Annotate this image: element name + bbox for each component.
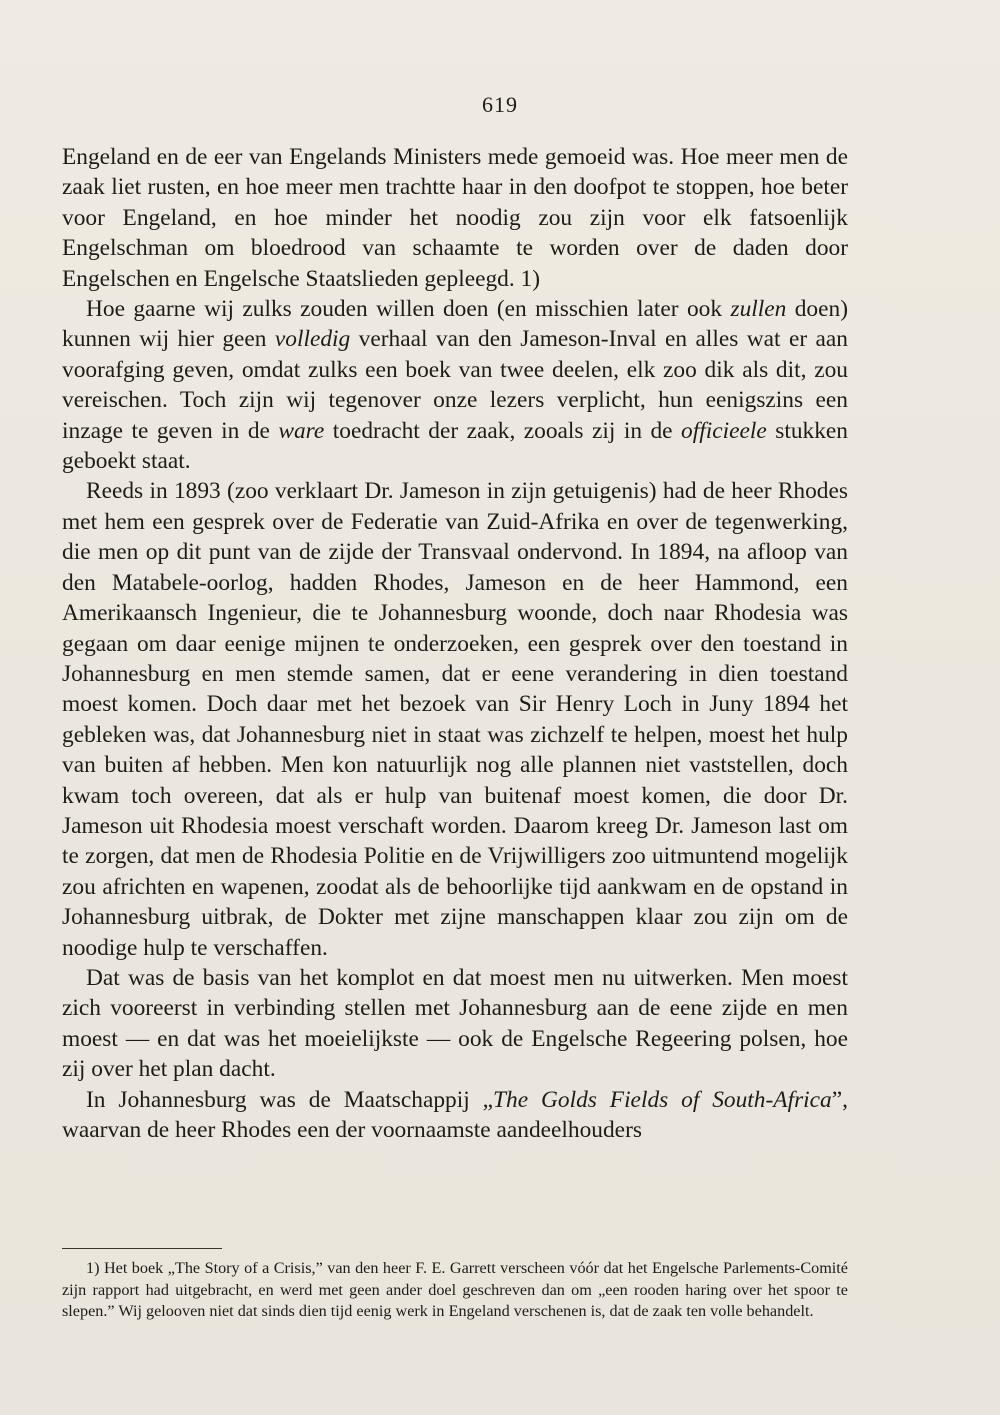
italic-text-run: The Golds Fields of South-Africa	[493, 1086, 832, 1113]
text-run: In Johannesburg was de Maatschappij „	[86, 1086, 494, 1113]
paragraph	[62, 476, 848, 963]
text-run: stukken geboekt staat.	[62, 417, 848, 475]
italic-text-run: officieele	[681, 417, 767, 444]
body-text	[62, 142, 848, 1145]
paragraph	[62, 1085, 848, 1146]
italic-text-run: zullen	[730, 296, 787, 323]
footnote-text: 1) Het boek „The Story of a Crisis,” van den heer F. E. Garrett verscheen vóór dat het Engelsche Parlements-Comité zijn rapport had uitgebracht, en werd met geen ander doel geschreven dan om „een rooden haring over het spoor te slepen.” Wij gelooven niet dat sinds dien tijd eenig werk in Engeland verschenen is, dat de zaak ten volle behandelt.	[62, 1259, 848, 1320]
italic-text-run: volledig	[274, 326, 351, 353]
text-run: Dat was de basis van het komplot en dat moest men nu uitwerken. Men moest zich vooreerst in verbinding stellen met Johannesburg aan de eene zijde en men moest — en dat was het moeielijkste — ook de Engelsche Regeering polsen, hoe zij over het plan dacht.	[62, 964, 848, 1083]
text-run: toedracht der zaak, zooals zij in de	[324, 417, 682, 444]
footnote-divider	[62, 1248, 222, 1249]
text-run: ”, waarvan de heer Rhodes een der voornaamste aandeelhouders	[62, 1086, 848, 1143]
text-run: verhaal van den Jameson-Inval en alles wat er aan voorafging geven, omdat zulks een boek van twee deelen, elk zoo dik als dit, zou vereischen. Toch zijn wij tegenover onze lezers verplicht, hun eenigszins een inzage te geven in de	[62, 326, 848, 444]
italic-text-run: ware	[278, 417, 325, 444]
text-run: Engeland en de eer van Engelands Ministers mede gemoeid was. Hoe meer men de zaak liet rusten, en hoe meer men trachtte haar in den doofpot te stoppen, hoe beter voor Engeland, en hoe minder het noodig zou zijn voor elk fatsoenlijk Engelschman om bloedrood van schaamte te worden over de daden door Engelschen en Engelsche Staatslieden gepleegd. 1)	[62, 144, 848, 292]
paragraph	[62, 294, 848, 476]
footnote	[62, 1258, 848, 1323]
text-run: Hoe gaarne wij zulks zouden willen doen (en misschien later ook	[86, 296, 731, 323]
paragraph	[62, 963, 848, 1085]
text-run: Reeds in 1893 (zoo verklaart Dr. Jameson in zijn getuigenis) had de heer Rhodes met hem een gesprek over de Federatie van Zuid-Afrika en over de tegenwerking, die men op dit punt van de zijde der Transvaal ondervond. In 1894, na afloop van den Matabele-oorlog, hadden Rhodes, Jameson en de heer Hammond, een Amerikaansch Ingenieur, die te Johannesburg woonde, doch naar Rhodesia was gegaan om daar eenige mijnen te onderzoeken, een gesprek over den toestand in Johannesburg en men stemde samen, dat er eene verandering in dien toestand moest komen. Doch daar met het bezoek van Sir Henry Loch in Juny 1894 het gebleken was, dat Johannesburg niet in staat was zichzelf te helpen, moest het hulp van buiten af hebben. Men kon natuurlijk nog alle plannen niet vaststellen, doch kwam toch overeen, dat als er hulp van buitenaf moest komen, die door Dr. Jameson uit Rhodesia moest verschaft worden. Daarom kreeg Dr. Jameson last om te zorgen, dat men de Rhodesia Politie en de Vrijwilligers zoo uitmuntend mogelijk zou africhten en wapenen, zoodat als de behoorlijke tijd aankwam en de opstand in Johannesburg uitbrak, de Dokter met zijne manschappen klaar zou zijn om de noodige hulp te verschaffen.	[62, 478, 848, 961]
text-run: doen) kunnen wij hier geen	[62, 296, 848, 353]
paragraph	[62, 142, 848, 294]
page-number: 619	[482, 92, 518, 117]
